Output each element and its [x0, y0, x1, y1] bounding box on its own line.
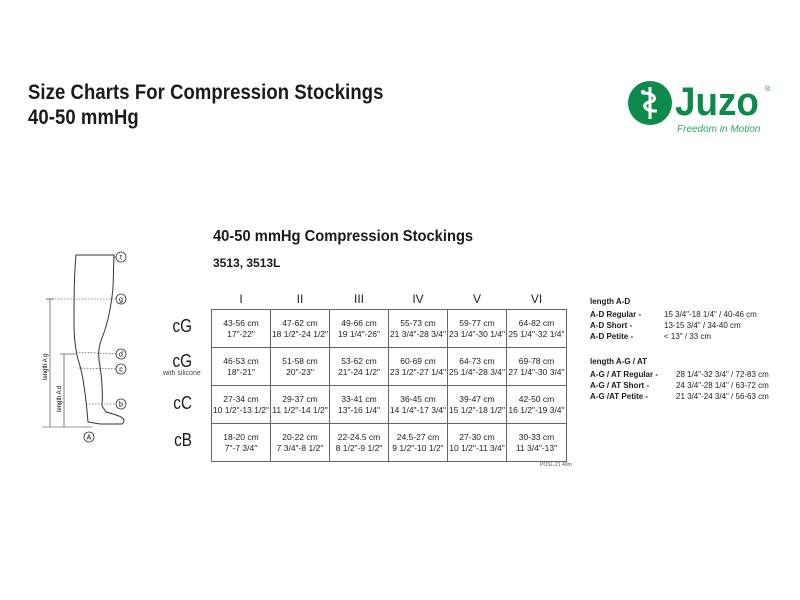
cell-cm: 27-34 cm: [223, 393, 259, 404]
page-title-line1: Size Charts For Compression Stockings: [28, 81, 384, 104]
table-row-cc: [212, 386, 567, 424]
cell-inch: 27 1/4"-30 3/4": [508, 366, 565, 377]
table-cell: [212, 424, 271, 462]
cell-inch: 17"-22": [227, 328, 255, 339]
length-ag-regular: [590, 369, 769, 380]
table-cell: [448, 424, 507, 462]
cell-inch: 18 1/2"-24 1/2": [271, 328, 329, 339]
point-g-label: g: [119, 296, 123, 304]
row-label-cc: cC: [173, 393, 192, 413]
table-row-cg-silicone: [212, 348, 567, 386]
cell-cm: 22-24.5 cm: [337, 431, 381, 442]
juzo-logo: [627, 80, 777, 140]
table-cell: [389, 424, 448, 462]
table-cell: [330, 348, 389, 386]
cell-inch: 9 1/2"-10 1/2": [392, 442, 444, 453]
table-header-row: [212, 283, 567, 310]
page-title: [28, 80, 383, 130]
table-cell: [389, 310, 448, 348]
length-value: 24 3/4"-28 1/4" / 63-72 cm: [676, 381, 769, 390]
length-value: 21 3/4"-24 3/4" / 56-63 cm: [676, 392, 769, 401]
logo-tagline: Freedom in Motion: [677, 124, 761, 135]
length-name: A-D Regular -: [590, 310, 642, 319]
length-ad-label: length A d: [57, 385, 63, 412]
cell-inch: 11 3/4"-13": [515, 442, 558, 453]
cell-cm: 64-82 cm: [518, 317, 555, 328]
table-cell: [271, 310, 330, 348]
table-cell: [448, 348, 507, 386]
row-note-silicone: with silicone: [163, 370, 201, 377]
cell-inch: 7 3/4"-8 1/2": [276, 442, 324, 453]
cell-cm: 30-33 cm: [518, 431, 555, 442]
table-cell: [330, 310, 389, 348]
table-cell: [271, 424, 330, 462]
length-name: A-D Short -: [590, 321, 633, 330]
cell-cm: 36-45 cm: [400, 393, 436, 404]
row-label-cg-silicone: cG: [172, 351, 192, 371]
cell-inch: 16 1/2"-19 3/4": [508, 404, 565, 415]
caduceus-logo-icon: [627, 80, 673, 126]
leg-measurement-diagram: [36, 248, 136, 468]
table-cell: [212, 386, 271, 424]
cell-inch: 8 1/2"-9 1/2": [335, 442, 383, 453]
chart-heading: 40-50 mmHg Compression Stockings: [213, 228, 474, 245]
cell-inch: 15 1/2"-18 1/2": [448, 404, 506, 415]
table-cell: [448, 310, 507, 348]
length-ad-petite: [590, 331, 757, 342]
table-cell: [212, 310, 271, 348]
cell-cm: 33-41 cm: [341, 393, 377, 404]
cell-inch: 23 1/4"-30 1/4": [448, 328, 506, 339]
point-t-label: t: [120, 254, 122, 262]
cell-cm: 47-62 cm: [282, 317, 318, 328]
cell-inch: 25 1/4"-32 1/4": [508, 328, 565, 339]
document-code: POSL-21 40m: [540, 462, 572, 468]
point-t-marker: [114, 252, 126, 262]
column-header-vi: VI: [530, 292, 543, 306]
point-b-label: b: [119, 401, 123, 409]
row-label-cg: cG: [172, 316, 192, 336]
cell-cm: 64-73 cm: [459, 355, 495, 366]
table-cell: [330, 386, 389, 424]
column-header-iv: IV: [412, 292, 424, 306]
cell-inch: 10 1/2"-11 3/4": [449, 442, 505, 453]
cell-cm: 29-37 cm: [282, 393, 318, 404]
length-value: 15 3/4"-18 1/4" / 40-46 cm: [664, 310, 757, 319]
cell-inch: 19 1/4"-26": [338, 328, 380, 339]
point-g-marker: [116, 294, 126, 304]
point-d-marker: [116, 349, 126, 359]
cell-cm: 20-22 cm: [282, 431, 318, 442]
cell-cm: 24.5-27 cm: [396, 431, 440, 442]
point-a-label: A: [86, 434, 92, 442]
length-ad-block: [590, 296, 757, 342]
table-cell: [389, 386, 448, 424]
table-row-cg: [212, 310, 567, 348]
table-cell: [271, 386, 330, 424]
length-ad-heading: length A-D: [590, 297, 631, 306]
column-header-v: V: [472, 292, 481, 306]
registered-mark: ®: [765, 86, 771, 93]
cell-cm: 69-78 cm: [518, 355, 555, 366]
length-name: A-G /AT Petite -: [590, 392, 649, 401]
cell-cm: 49-66 cm: [341, 317, 377, 328]
cell-cm: 60-69 cm: [400, 355, 436, 366]
cell-inch: 7"-7 3/4": [224, 442, 258, 453]
cell-cm: 43-56 cm: [223, 317, 259, 328]
table-cell: [507, 386, 567, 424]
size-chart-table: [211, 283, 567, 462]
point-a-marker: [84, 432, 94, 442]
cell-cm: 42-50 cm: [518, 393, 555, 404]
cell-inch: 23 1/2"-27 1/4": [389, 366, 447, 377]
cell-cm: 46-53 cm: [223, 355, 259, 366]
point-b-marker: [116, 399, 126, 409]
length-value: < 13" / 33 cm: [664, 332, 712, 341]
cell-inch: 11 1/2"-14 1/2": [272, 404, 328, 415]
length-ag-label: length A g: [43, 353, 49, 380]
cell-inch: 10 1/2"-13 1/2": [212, 404, 270, 415]
table-cell: [507, 348, 567, 386]
cell-cm: 59-77 cm: [459, 317, 495, 328]
table-cell: [448, 386, 507, 424]
page-title-line2: 40-50 mmHg: [28, 106, 139, 129]
point-c-marker: [116, 364, 126, 374]
column-header-iii: III: [353, 292, 364, 306]
length-name: A-G / AT Short -: [590, 381, 650, 390]
table-cell: [507, 424, 567, 462]
length-ag-heading: length A-G / AT: [590, 357, 648, 366]
table-row-cb: [212, 424, 567, 462]
cell-inch: 25 1/4"-28 3/4": [448, 366, 506, 377]
length-ag-petite: [590, 391, 769, 402]
length-value: 28 1/4"-32 3/4" / 72-83 cm: [676, 370, 769, 379]
cell-inch: 18"-21": [227, 366, 255, 377]
point-d-label: d: [119, 351, 123, 359]
length-name: A-G / AT Regular -: [590, 370, 658, 379]
row-label-cb: cB: [174, 430, 192, 450]
length-ag-short: [590, 380, 769, 391]
cell-cm: 55-73 cm: [400, 317, 436, 328]
table-cell: [507, 310, 567, 348]
cell-cm: 51-58 cm: [282, 355, 318, 366]
table-cell: [389, 348, 448, 386]
table-cell: [330, 424, 389, 462]
table-cell: [271, 348, 330, 386]
point-c-label: c: [119, 366, 123, 374]
length-ad-regular: [590, 309, 757, 320]
length-ag-block: [590, 356, 769, 402]
cell-cm: 53-62 cm: [341, 355, 377, 366]
length-ad-short: [590, 320, 757, 331]
table-cell: [212, 348, 271, 386]
cell-cm: 39-47 cm: [459, 393, 495, 404]
cell-inch: 21 3/4"-28 3/4": [389, 328, 447, 339]
cell-inch: 13"-16 1/4": [338, 404, 380, 415]
model-numbers: 3513, 3513L: [213, 256, 281, 270]
length-value: 13-15 3/4" / 34-40 cm: [664, 321, 741, 330]
cell-inch: 20"-23": [286, 366, 314, 377]
length-name: A-D Petite -: [590, 332, 634, 341]
column-header-i: I: [239, 292, 243, 306]
cell-cm: 18-20 cm: [223, 431, 259, 442]
column-header-ii: II: [296, 292, 304, 306]
logo-wordmark: Juzo: [675, 80, 759, 124]
cell-inch: 21"-24 1/2": [338, 366, 380, 377]
cell-inch: 14 1/4"-17 3/4": [389, 404, 447, 415]
cell-cm: 27-30 cm: [459, 431, 495, 442]
